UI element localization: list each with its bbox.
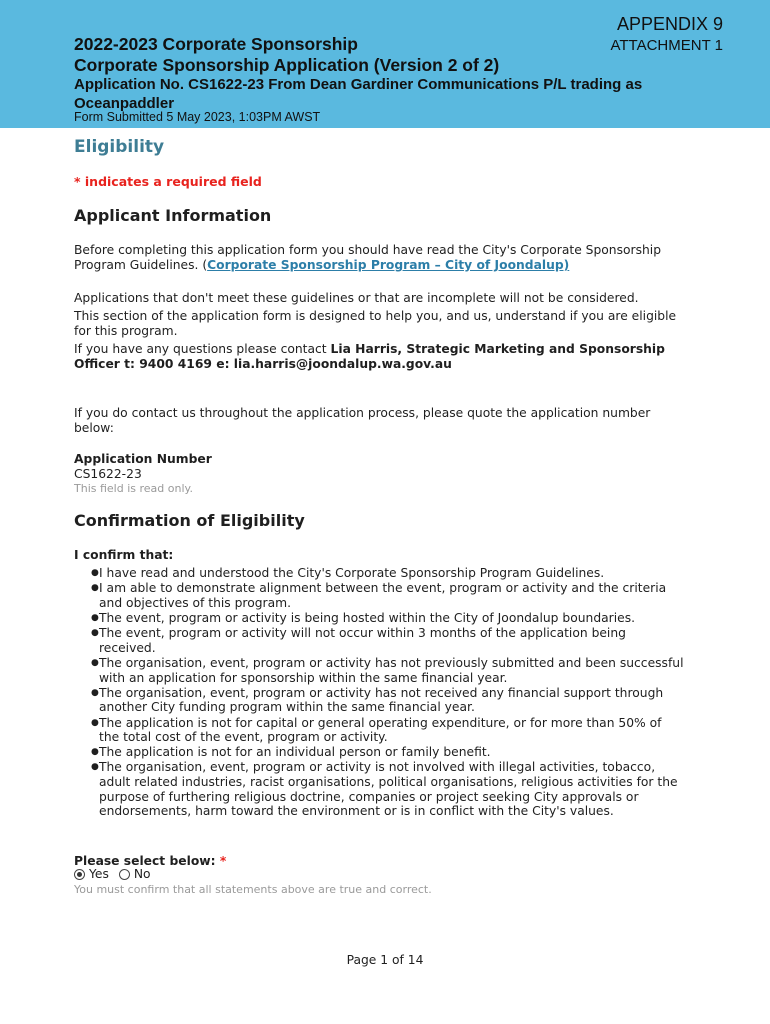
guidelines-warning: Applications that don't meet these guidelines or that are incomplete will not be considered. — [74, 291, 639, 305]
form-title: Corporate Sponsorship Application (Version 2 of 2) — [74, 55, 500, 75]
list-item: ● The organisation, event, program or activity is not involved with illegal activities, tobacco, adult related industries, racist organisations, political organisations, religious activities for the purpose of furthering religious doctrine, companies or project seeking City approvals or endorsements, harm toward the environment or is in conflict with the City's values. — [91, 760, 678, 819]
contact-details: Lia Harris, Strategic Marketing and Sponsorship Officer t: 9400 4169 e: lia.harris@joondalup.wa.gov.au — [74, 342, 665, 371]
list-item: ● I am able to demonstrate alignment between the event, program or activity and the criteria and objectives of this program. — [91, 581, 667, 610]
quote-number-text: If you do contact us throughout the application process, please quote the application number below: — [74, 406, 651, 435]
list-item: ● The event, program or activity is being hosted within the City of Joondalup boundaries. — [91, 610, 636, 625]
yes-label[interactable]: Yes — [89, 867, 109, 881]
list-item: ● I have read and understood the City's Corporate Sponsorship Program Guidelines. — [91, 566, 605, 580]
applicant-information-heading: Applicant Information — [74, 206, 272, 225]
eligibility-heading: Eligibility — [74, 137, 165, 157]
eligibility-statements-list — [74, 566, 684, 819]
bullet-dot: ● — [91, 717, 99, 728]
list-item: ● The organisation, event, program or activity has not received any financial support through another City funding program within the same financial year. — [91, 685, 664, 715]
bullet-dot: ● — [91, 583, 99, 594]
header-banner — [0, 0, 770, 128]
list-item: ● The application is not for an individual person or family benefit. — [91, 745, 491, 760]
select-note: You must confirm that all statements above are true and correct. — [74, 883, 432, 896]
application-number-label: Application Number — [74, 452, 212, 466]
bullet-dot: ● — [91, 612, 99, 623]
program-title: 2022-2023 Corporate Sponsorship — [74, 34, 358, 54]
bullet-dot: ● — [91, 747, 99, 758]
bullet-dot: ● — [91, 657, 99, 668]
intro-paragraph — [74, 243, 684, 273]
required-field-note: * indicates a required field — [74, 174, 262, 189]
yes-radio[interactable] — [74, 869, 85, 880]
read-only-note: This field is read only. — [74, 482, 193, 495]
guidelines-link[interactable]: Corporate Sponsorship Program – City of Joondalup) — [207, 258, 570, 272]
list-item: ● The event, program or activity will not occur within 3 months of the application being received. — [91, 626, 626, 655]
intro-text: Before completing this application form you should have read the City's Corporate Sponsorship Program Guidelines. ( — [74, 243, 662, 272]
contact-prefix: If you have any questions please contact — [74, 342, 331, 356]
bullet-dot: ● — [91, 762, 99, 773]
submitted-date: Form Submitted 5 May 2023, 1:03PM AWST — [74, 110, 321, 124]
select-label-text: Please select below: — [74, 854, 220, 868]
section-purpose-text: This section of the application form is designed to help you, and us, understand if you are eligible for this program. — [74, 309, 677, 338]
bullet-dot: ● — [91, 687, 99, 698]
no-label[interactable]: No — [133, 867, 151, 881]
bullet-dot: ● — [91, 568, 99, 578]
required-star: * — [219, 854, 227, 868]
confirm-label: I confirm that: — [74, 548, 174, 562]
list-item: ● The organisation, event, program or activity has not previously submitted and been successful with an application for sponsorship within the same financial year. — [91, 655, 684, 685]
no-radio[interactable] — [119, 869, 130, 880]
appendix-label: APPENDIX 9 — [616, 14, 723, 34]
confirmation-heading: Confirmation of Eligibility — [74, 511, 305, 530]
confirm-radio-group — [74, 867, 684, 881]
page-number: Page 1 of 14 — [346, 953, 424, 967]
list-item: ● The application is not for capital or general operating expenditure, or for more than 50% of the total cost of the event, program or activity. — [91, 715, 662, 745]
contact-paragraph — [74, 342, 684, 372]
attachment-label: ATTACHMENT 1 — [610, 37, 723, 54]
bullet-dot: ● — [91, 628, 99, 639]
application-line: Application No. CS1622-23 From Dean Gardiner Communications P/L trading as Oceanpaddler — [74, 76, 643, 112]
application-number-value: CS1622-23 — [74, 467, 142, 481]
